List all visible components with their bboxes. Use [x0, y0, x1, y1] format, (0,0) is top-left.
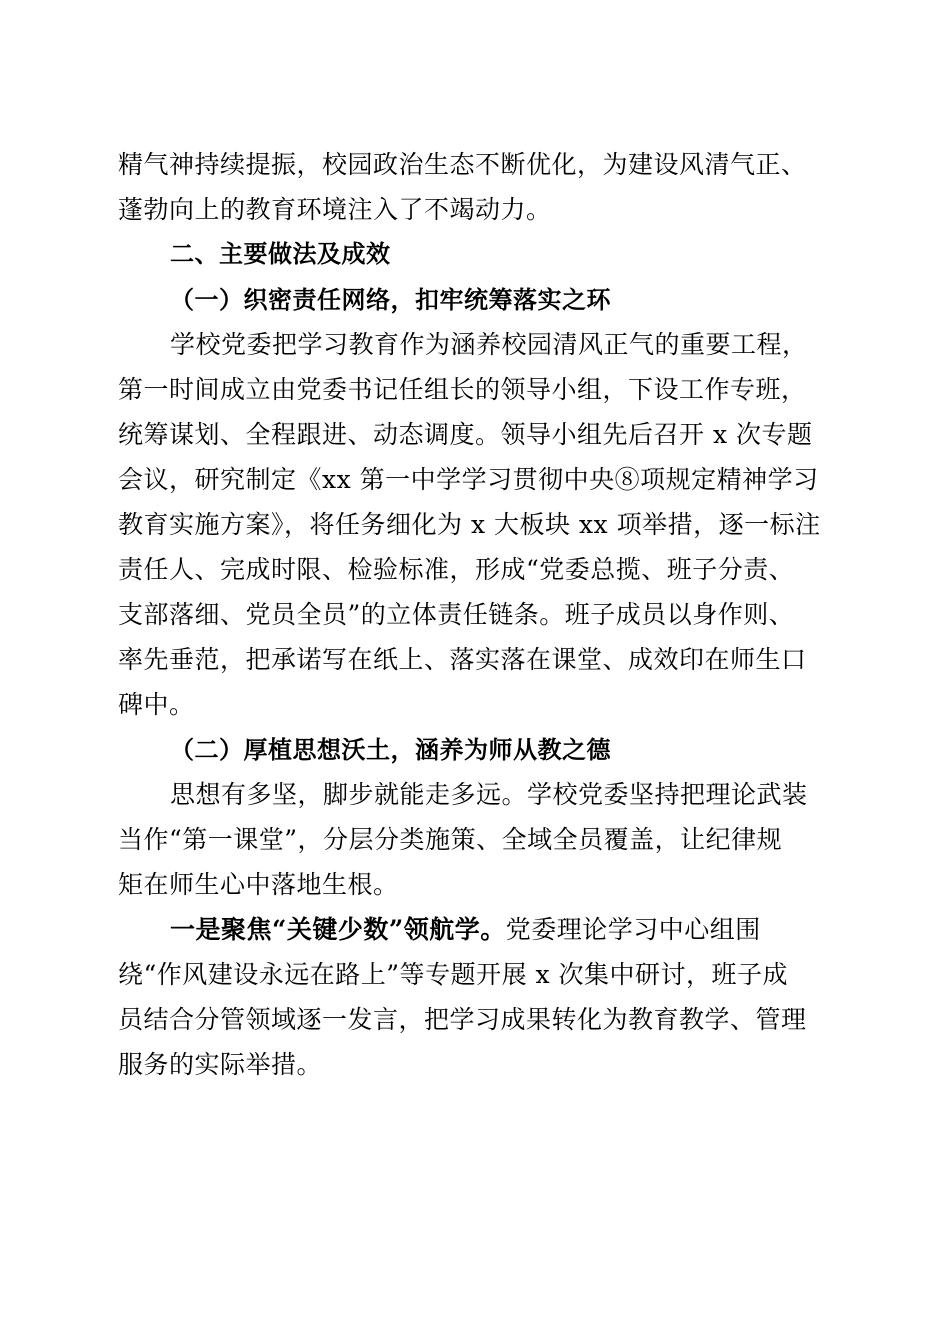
text-line: 支部落细、党员全员”的立体责任链条。班子成员以身作则、	[118, 600, 795, 629]
text-line: 统筹谋划、全程跟进、动态调度。领导小组先后召开 x 次专题	[118, 420, 813, 449]
text-line: 思想有多坚，脚步就能走多远。学校党委坚持把理论武装	[170, 780, 808, 809]
paragraph-key-minority	[118, 907, 823, 1087]
text-line: 矩在师生心中落地生根。	[118, 870, 399, 899]
text-line: 责任人、完成时限、检验标准，形成“党委总揽、班子分责、	[118, 555, 795, 584]
text-line: 当作“第一课堂”，分层分类施策、全域全员覆盖，让纪律规	[118, 825, 783, 854]
text-line: 第一时间成立由党委书记任组长的领导小组，下设工作专班，	[118, 375, 807, 404]
paragraph-thought	[118, 772, 823, 907]
text-line: 率先垂范，把承诺写在纸上、落实落在课堂、成效印在师生口	[118, 645, 807, 674]
paragraph-responsibility	[118, 322, 823, 727]
text-line	[118, 907, 823, 952]
text-line: 蓬勃向上的教育环境注入了不竭动力。	[118, 195, 552, 224]
paragraph-intro	[118, 142, 823, 232]
lead-phrase: 一是聚焦“关键少数”领航学。	[170, 915, 506, 944]
text-line: 会议，研究制定《xx 第一中学学习贯彻中央⑧项规定精神学习	[118, 465, 819, 494]
text-line: 服务的实际举措。	[118, 1050, 323, 1079]
text-line: 精气神持续提振，校园政治生态不断优化，为建设风清气正、	[118, 150, 807, 179]
text-line: 学校党委把学习教育作为涵养校园清风正气的重要工程，	[170, 330, 808, 359]
document-page	[118, 142, 823, 1087]
text-line: 教育实施方案》，将任务细化为 x 大板块 xx 项举措，逐一标注	[118, 510, 821, 539]
text-line: 碑中。	[118, 690, 195, 719]
text-line: 员结合分管领域逐一发言，把学习成果转化为教育教学、管理	[118, 1005, 807, 1034]
subsection-heading: （二）厚植思想沃土，涵养为师从教之德	[170, 735, 611, 764]
text-run: 党委理论学习中心组围	[505, 915, 761, 944]
section-heading: 二、主要做法及成效	[170, 240, 391, 268]
subsection-heading: （一）织密责任网络，扣牢统筹落实之环	[170, 285, 611, 314]
text-line: 绕“作风建设永远在路上”等专题开展 x 次集中研讨，班子成	[118, 960, 789, 989]
